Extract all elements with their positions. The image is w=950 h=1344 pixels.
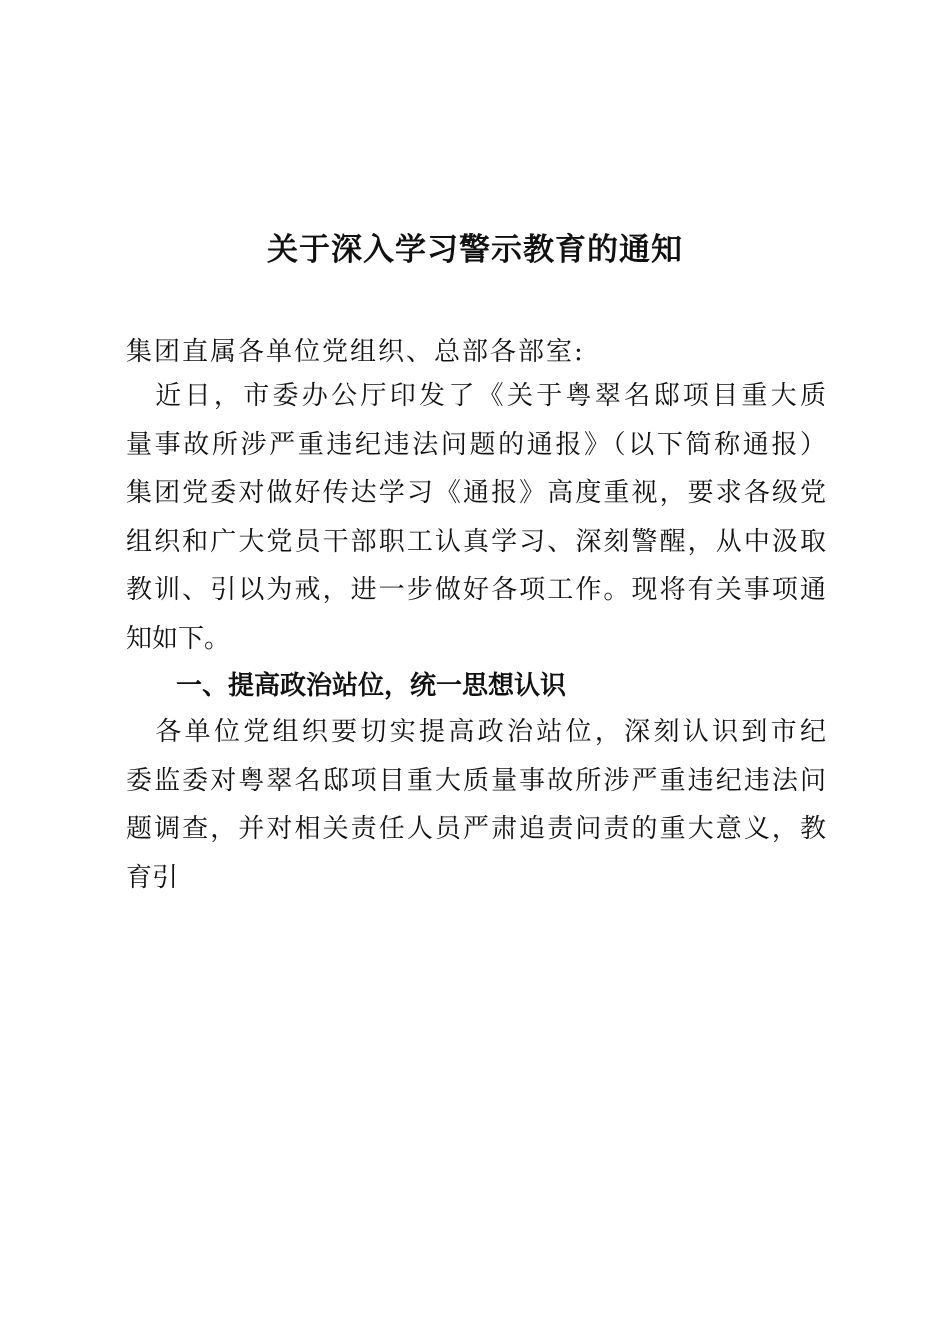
salutation: 集团直属各单位党组织、总部各部室: <box>126 337 585 367</box>
paragraph-line: 量事故所涉严重违纪违法问题的通报》（以下简称通报） <box>126 429 826 460</box>
paragraph-line: 近日，市委办公厅印发了《关于粤翠名邸项目重大质 <box>126 381 826 411</box>
paragraph-line: 教训、引以为戒，进一步做好各项工作。现将有关事项通 <box>126 575 826 605</box>
document-title: 关于深入学习警示教育的通知 <box>267 232 683 268</box>
paragraph-line: 各单位党组织要切实提高政治站位，深刻认识到市纪 <box>126 717 826 747</box>
paragraph-section-1 <box>126 708 826 902</box>
paragraph-line: 集团党委对做好传达学习《通报》高度重视，要求各级党 <box>126 478 826 508</box>
paragraph-line: 组织和广大党员干部职工认真学习、深刻警醒，从中汲取 <box>126 526 826 557</box>
paragraph-line: 知如下。 <box>126 623 231 654</box>
paragraph-line: 委监委对粤翠名邸项目重大质量事故所涉严重违纪违法问 <box>126 765 826 796</box>
paragraph-intro <box>126 372 826 663</box>
paragraph-line: 育引 <box>126 862 179 893</box>
section-heading: 一、提高政治站位，统一思想认识 <box>176 671 567 701</box>
paragraph-line: 题调查，并对相关责任人员严肃追责问责的重大意义，教 <box>126 814 826 844</box>
